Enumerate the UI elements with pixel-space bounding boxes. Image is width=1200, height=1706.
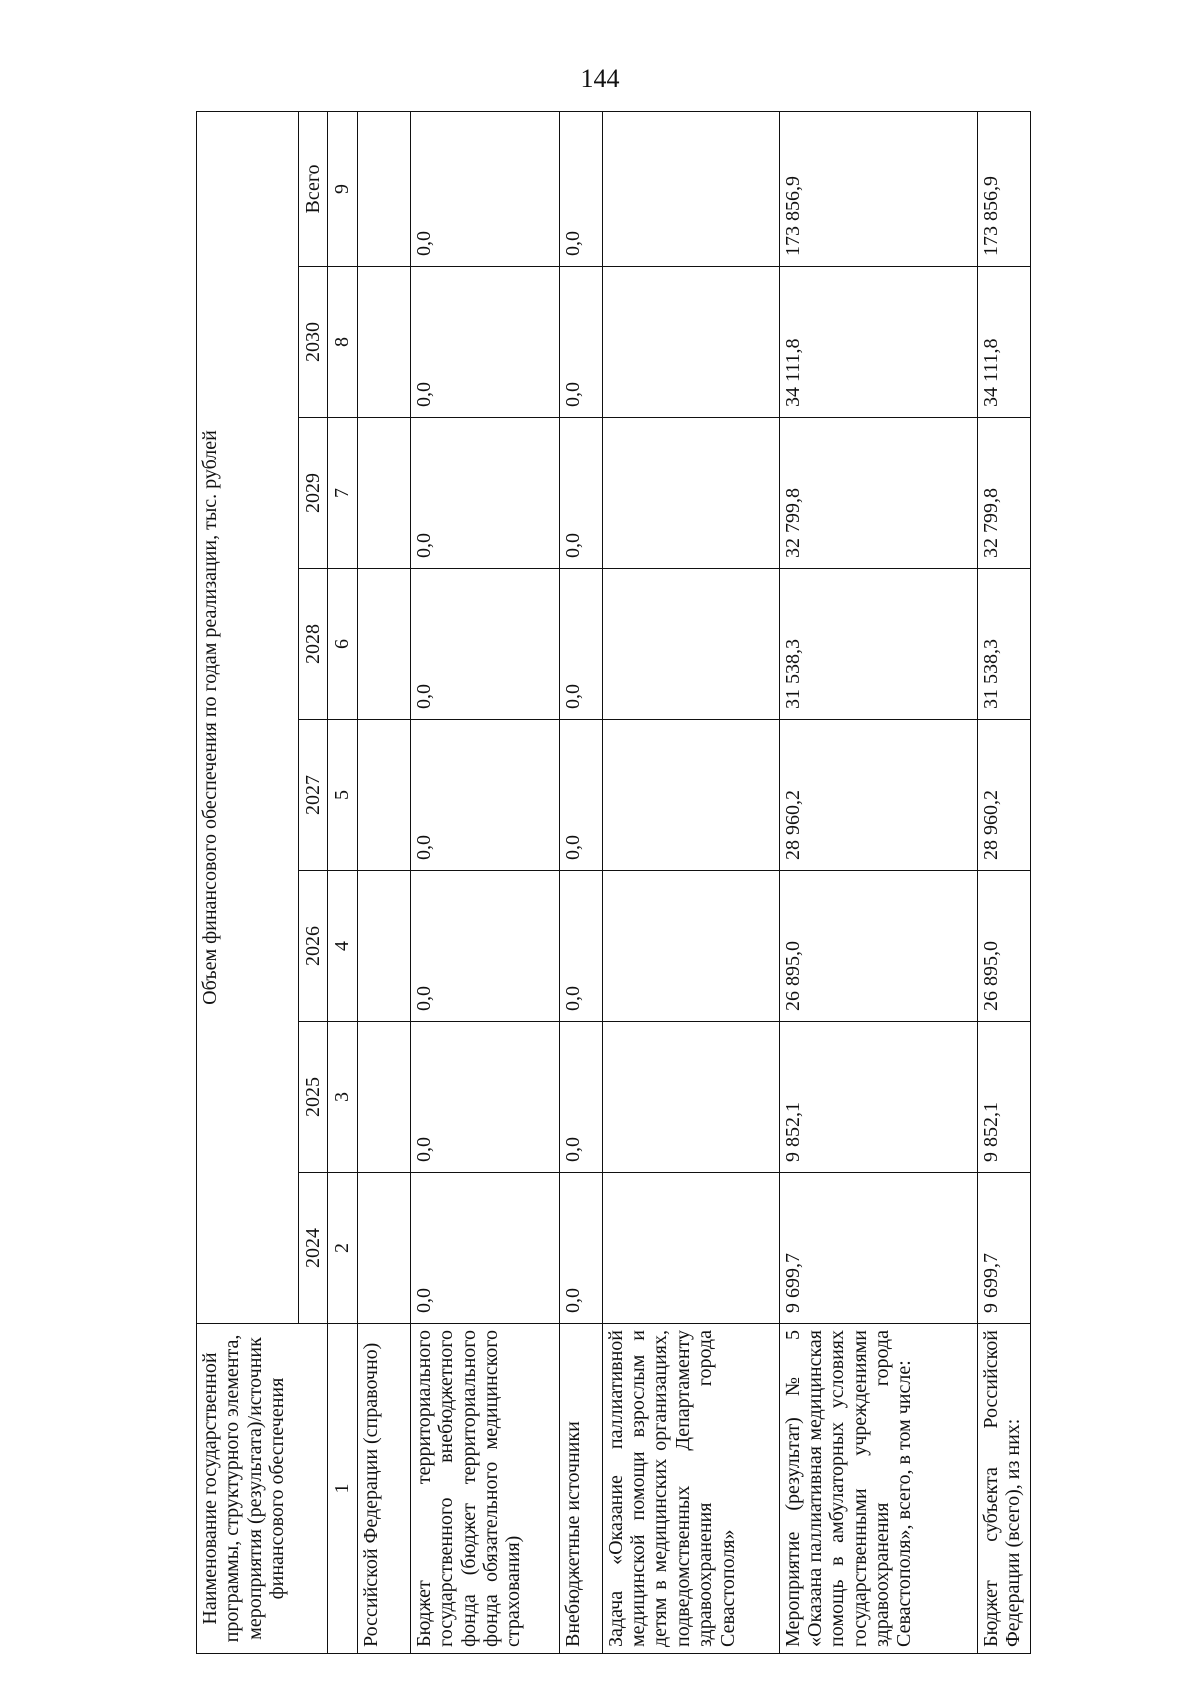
row-label: Бюджет территориального государственного внебюджетного фонда (бюджет территориального фонда обязательного медицинского страхования) (410, 1324, 559, 1654)
row-label: Мероприятие (результат) № 5 «Оказана паллиативная медицинская помощь в амбулаторных условиях государственными учреждениями здравоохранения города Севастополя», всего, в том числе: (779, 1324, 977, 1654)
year-header: 2025 (299, 1022, 328, 1173)
row-value: 0,0 (410, 111, 559, 266)
page-number: 144 (580, 64, 620, 93)
row-value: 9 699,7 (779, 1173, 977, 1324)
column-number: 9 (328, 111, 357, 266)
row-value: 0,0 (560, 720, 603, 871)
row-value (602, 720, 779, 871)
row-value: 0,0 (410, 720, 559, 871)
row-label: Внебюджетные источники (560, 1324, 603, 1654)
header-name-cell: Наименование государственной программы, структурного элемента, мероприятия (результата)/источник финансового обеспечения (197, 1324, 328, 1654)
row-value: 31 538,3 (779, 569, 977, 720)
column-number: 4 (328, 871, 357, 1022)
row-value (357, 569, 410, 720)
row-value: 34 111,8 (977, 267, 1030, 418)
year-header: 2029 (299, 418, 328, 569)
row-value (602, 418, 779, 569)
column-number: 8 (328, 267, 357, 418)
financing-table (196, 111, 1031, 1654)
row-value (602, 569, 779, 720)
row-value: 0,0 (560, 1022, 603, 1173)
row-value: 31 538,3 (977, 569, 1030, 720)
year-header: 2030 (299, 267, 328, 418)
table-row (779, 111, 977, 1653)
row-value: 0,0 (410, 1022, 559, 1173)
column-number: 3 (328, 1022, 357, 1173)
year-header: 2027 (299, 720, 328, 871)
table-row (410, 111, 559, 1653)
row-value (357, 418, 410, 569)
row-value: 9 699,7 (977, 1173, 1030, 1324)
row-label: Задача «Оказание паллиативной медицинской помощи взрослым и детям в медицинских организациях, подведомственных Департаменту здравоохранения города Севастополя» (602, 1324, 779, 1654)
total-header: Всего (299, 111, 328, 266)
year-header: 2024 (299, 1173, 328, 1324)
row-value: 0,0 (560, 569, 603, 720)
row-value: 0,0 (410, 569, 559, 720)
row-value: 173 856,9 (779, 111, 977, 266)
row-value (357, 720, 410, 871)
row-value (602, 267, 779, 418)
row-value: 0,0 (560, 111, 603, 266)
row-value (357, 267, 410, 418)
year-header: 2026 (299, 871, 328, 1022)
header-group-cell: Объем финансового обеспечения по годам реализации, тыс. рублей (197, 111, 299, 1323)
row-value (602, 111, 779, 266)
table-row (560, 111, 603, 1653)
row-value: 34 111,8 (779, 267, 977, 418)
row-value: 0,0 (410, 871, 559, 1022)
row-value: 9 852,1 (779, 1022, 977, 1173)
column-number: 5 (328, 720, 357, 871)
row-value: 0,0 (560, 871, 603, 1022)
row-value (357, 111, 410, 266)
row-label: Российской Федерации (справочно) (357, 1324, 410, 1654)
row-value: 0,0 (560, 1173, 603, 1324)
row-value: 28 960,2 (779, 720, 977, 871)
row-value: 173 856,9 (977, 111, 1030, 266)
row-value: 0,0 (560, 267, 603, 418)
row-value: 0,0 (410, 418, 559, 569)
table-row (977, 111, 1030, 1653)
row-value: 28 960,2 (977, 720, 1030, 871)
rotated-table-container (196, 112, 1031, 1654)
row-value: 0,0 (560, 418, 603, 569)
row-value (357, 1173, 410, 1324)
column-number: 7 (328, 418, 357, 569)
row-value: 0,0 (410, 1173, 559, 1324)
row-value: 32 799,8 (977, 418, 1030, 569)
row-value: 32 799,8 (779, 418, 977, 569)
row-label: Бюджет субъекта Российской Федерации (всего), из них: (977, 1324, 1030, 1654)
row-value (602, 1022, 779, 1173)
year-header: 2028 (299, 569, 328, 720)
row-value (357, 1022, 410, 1173)
row-value (357, 871, 410, 1022)
row-value: 9 852,1 (977, 1022, 1030, 1173)
column-number: 1 (328, 1324, 357, 1654)
row-value (602, 871, 779, 1022)
table-row (357, 111, 410, 1653)
row-value (602, 1173, 779, 1324)
table-row (602, 111, 779, 1653)
column-number: 2 (328, 1173, 357, 1324)
row-value: 26 895,0 (779, 871, 977, 1022)
column-number: 6 (328, 569, 357, 720)
row-value: 0,0 (410, 267, 559, 418)
row-value: 26 895,0 (977, 871, 1030, 1022)
